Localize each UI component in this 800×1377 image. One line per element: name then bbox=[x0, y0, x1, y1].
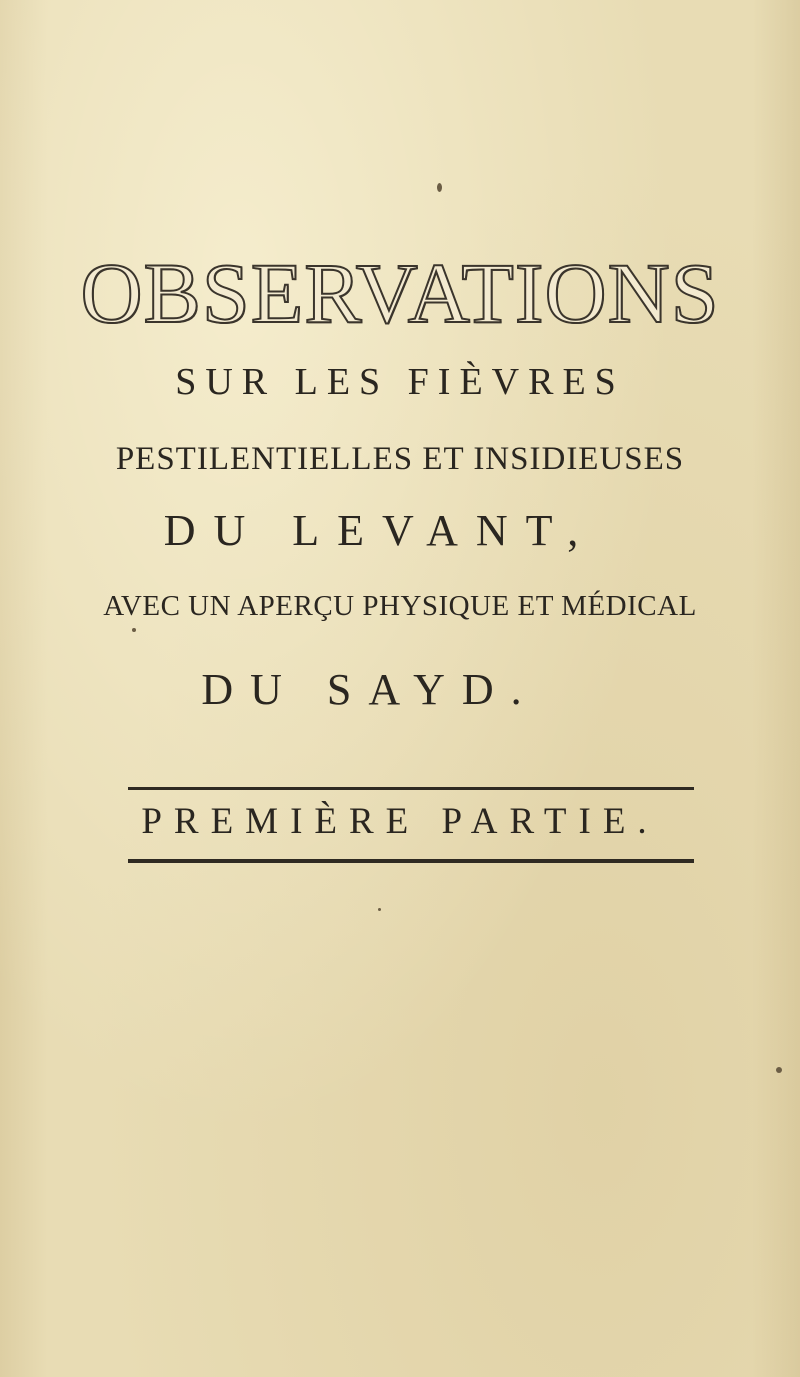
subtitle-line-5: DU SAYD. bbox=[201, 665, 539, 714]
subtitle-line-3: DU LEVANT, bbox=[163, 506, 597, 555]
subtitle-line-1: SUR LES FIÈVRES bbox=[175, 361, 625, 403]
subtitle-line-2: PESTILENTIELLES ET INSIDIEUSES bbox=[115, 441, 685, 477]
subtitle-line-4: AVEC UN APERÇU PHYSIQUE ET MÉDICAL bbox=[103, 590, 697, 622]
top-divider bbox=[128, 787, 694, 790]
part-heading: PREMIÈRE PARTIE. bbox=[141, 801, 659, 842]
paper-speck bbox=[378, 908, 381, 911]
paper-speck bbox=[776, 1067, 782, 1073]
bottom-divider bbox=[128, 859, 694, 863]
paper-speck bbox=[437, 183, 442, 192]
main-title: OBSERVATIONS bbox=[80, 245, 720, 341]
paper-speck bbox=[132, 628, 136, 632]
